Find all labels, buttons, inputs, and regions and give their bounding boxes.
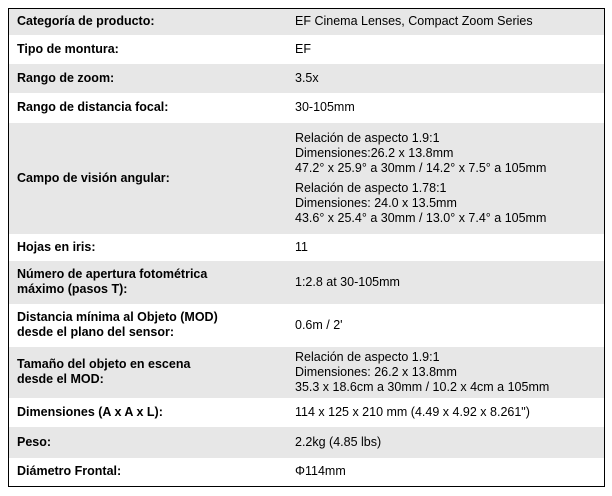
spec-row-mount-type — [9, 35, 604, 63]
spec-row-zoom-range — [9, 63, 604, 93]
spec-row-angular-field-of-view — [9, 122, 604, 234]
spec-label: Tamaño del objeto en escena desde el MOD: — [9, 346, 287, 398]
spec-row-max-aperture — [9, 260, 604, 304]
spec-label: Tipo de montura: — [9, 35, 287, 63]
spec-label: Campo de visión angular: — [9, 122, 287, 234]
spec-value: 11 — [287, 234, 604, 260]
spec-value: EF Cinema Lenses, Compact Zoom Series — [287, 9, 604, 35]
spec-value: 1:2.8 at 30-105mm — [287, 260, 604, 304]
spec-label: Distancia mínima al Objeto (MOD) desde el plano del sensor: — [9, 304, 287, 346]
spec-value: 2.2kg (4.85 lbs) — [287, 426, 604, 458]
spec-row-product-category — [9, 9, 604, 35]
spec-label: Categoría de producto: — [9, 9, 287, 35]
spec-value: Relación de aspecto 1.9:1 Dimensiones:26.2 x 13.8mm 47.2° x 25.9° a 30mm / 14.2° x 7.5° a 105mm Relación de aspecto 1.78:1 Dimensiones: 24.0 x 13.5mm 43.6° x 25.4° a 30mm / 13.0° x 7.4° a 105mm — [287, 122, 604, 234]
spec-row-focal-length-range — [9, 93, 604, 122]
spec-value: 30-105mm — [287, 93, 604, 122]
spec-row-minimum-object-distance — [9, 304, 604, 346]
spec-value: 0.6m / 2' — [287, 304, 604, 346]
spec-table-frame — [8, 8, 605, 487]
spec-row-object-size-at-mod — [9, 346, 604, 398]
spec-value: 114 x 125 x 210 mm (4.49 x 4.92 x 8.261") — [287, 398, 604, 426]
spec-value: Relación de aspecto 1.9:1 Dimensiones: 26.2 x 13.8mm 35.3 x 18.6cm a 30mm / 10.2 x 4cm a 105mm — [287, 346, 604, 398]
spec-label: Diámetro Frontal: — [9, 458, 287, 484]
spec-label: Rango de distancia focal: — [9, 93, 287, 122]
spec-label: Rango de zoom: — [9, 63, 287, 93]
spec-label: Número de apertura fotométrica máximo (pasos T): — [9, 260, 287, 304]
spec-row-iris-blades — [9, 234, 604, 260]
spec-row-weight — [9, 426, 604, 458]
spec-label: Hojas en iris: — [9, 234, 287, 260]
spec-value: 3.5x — [287, 63, 604, 93]
spec-label: Peso: — [9, 426, 287, 458]
spec-value: EF — [287, 35, 604, 63]
spec-label: Dimensiones (A x A x L): — [9, 398, 287, 426]
spec-row-dimensions — [9, 398, 604, 426]
spec-table — [9, 9, 604, 485]
spec-value: Φ114mm — [287, 458, 604, 484]
spec-row-front-diameter — [9, 458, 604, 484]
